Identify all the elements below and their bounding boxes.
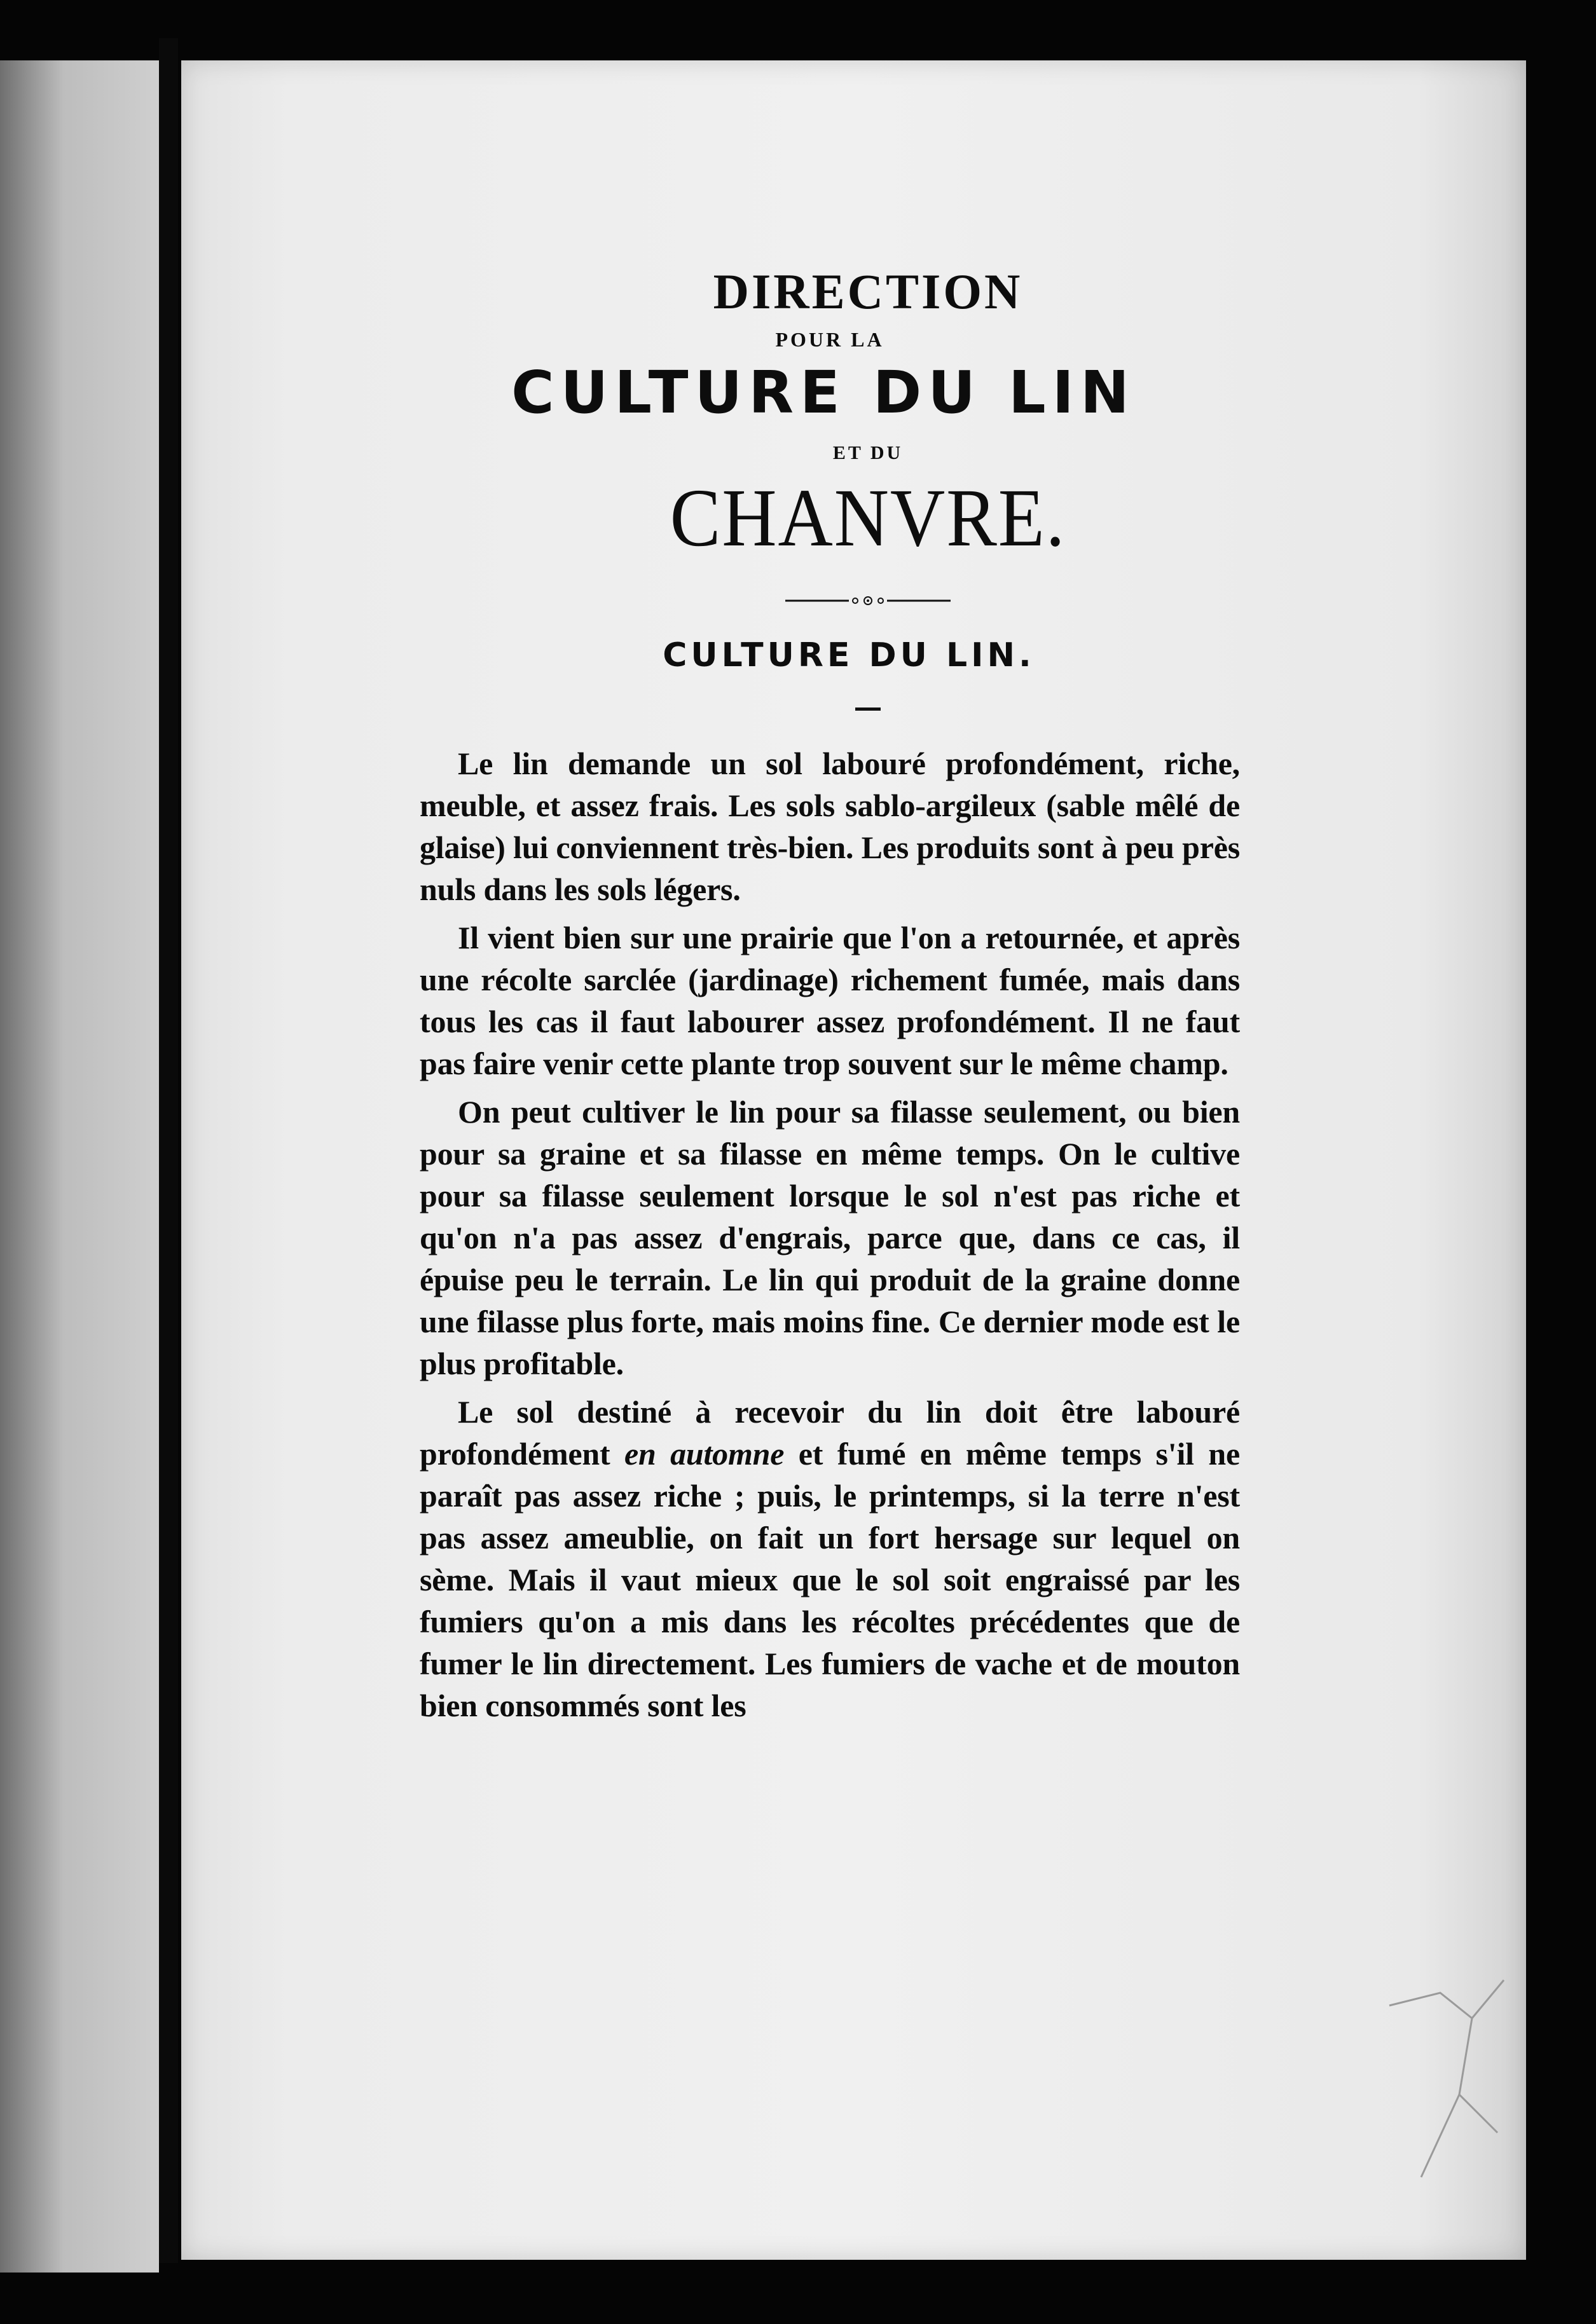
paragraph-1: Le lin demande un sol labouré profondément, riche, meuble, et assez frais. Les sols sablo-argileux (sable mêlé de glaise) lui conviennent très-bien. Les produits sont à peu près nuls dans les sols légers. xyxy=(420,746,1240,907)
title-direction: DIRECTION xyxy=(713,264,1023,319)
title-et-du: ET DU xyxy=(832,442,904,463)
paragraph-4-start: Le sol destiné à recevoir du lin doit être labouré profondément xyxy=(420,1394,1240,1472)
paper-tear-mark xyxy=(1383,1967,1510,2222)
title-culture-du-lin: CULTURE DU LIN xyxy=(511,359,1136,427)
title-chanvre: CHANVRE. xyxy=(670,472,1066,564)
paragraph-2: Il vient bien sur une prairie que l'on a retournée, et après une récolte sarclée (jardinage) richement fumée, mais dans tous les cas il faut labourer assez profondément. Il ne faut pas faire venir cette plante trop souvent sur le même champ. xyxy=(420,920,1240,1081)
paragraph-4 xyxy=(420,1391,1240,1726)
heading-rule xyxy=(855,707,881,711)
title-pour-la: POUR LA xyxy=(775,328,884,351)
paragraph-4-end: et fumé en même temps s'il ne paraît pas assez riche ; puis, le printemps, si la terre n'est pas assez ameublie, on fait un fort hersage sur lequel on sème. Mais il vaut mieux que le sol soit engraissé par les fumiers qu'on a mis dans les récoltes précédentes que de fumer le lin directement. Les fumiers de vache et de mouton bien consommés sont les xyxy=(420,1436,1240,1723)
page-content xyxy=(420,264,1240,1733)
paragraph-4-italic: en automne xyxy=(624,1436,785,1472)
facing-page-edge xyxy=(0,60,159,2273)
decorative-rule-ornament-icon xyxy=(785,594,951,607)
body-text xyxy=(420,742,1240,1726)
title-block xyxy=(420,264,1240,564)
binding-shadow xyxy=(159,38,178,2263)
section-heading: CULTURE DU LIN. xyxy=(663,636,1035,674)
paragraph-3: On peut cultiver le lin pour sa filasse seulement, ou bien pour sa graine et sa filasse en même temps. On le cultive pour sa filasse seulement lorsque le sol n'est pas riche et qu'on n'a pas assez d'engrais, parce que, dans ce cas, il épuise peu le terrain. Le lin qui produit de la graine donne une filasse plus forte, mais moins fine. Ce dernier mode est le plus profitable. xyxy=(420,1094,1240,1381)
